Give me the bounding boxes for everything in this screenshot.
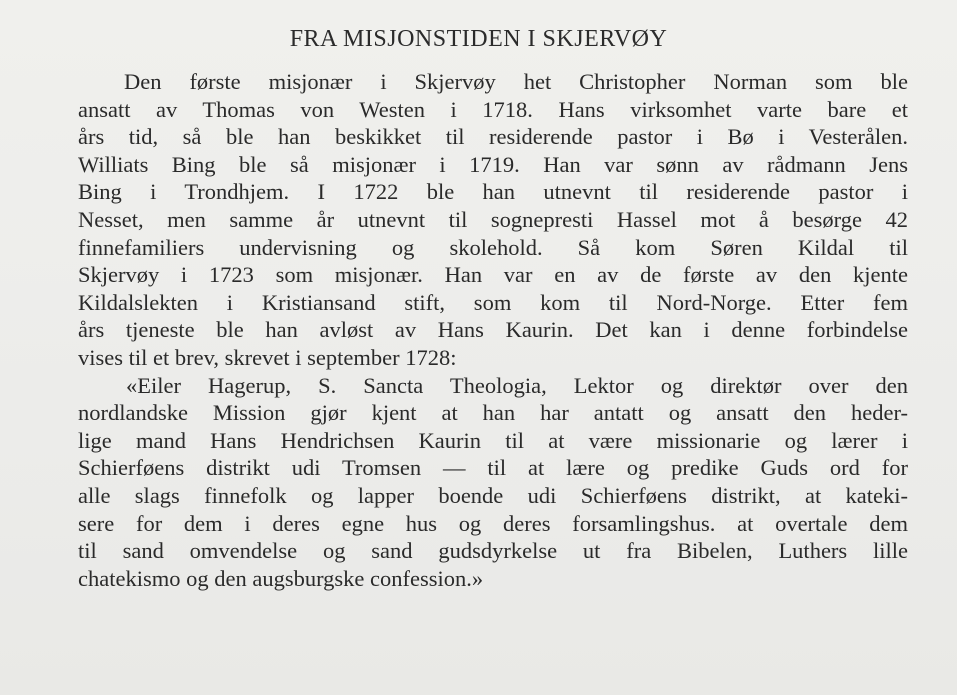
text-line: års tjeneste ble han avløst av Hans Kaurin. Det kan i denne forbindelse: [78, 317, 908, 343]
text-line: Bing i Trondhjem. I 1722 ble han utnevnt til residerende pastor i: [78, 179, 908, 205]
text-line: ansatt av Thomas von Westen i 1718. Hans virksomhet varte bare et: [78, 96, 908, 122]
text-line: års tid, så ble han beskikket til residerende pastor i Bø i Vesterålen.: [78, 124, 908, 150]
text-line: vises til et brev, skrevet i september 1728:: [78, 344, 457, 370]
text-line: «Eiler Hagerup, S. Sancta Theologia, Lektor og direktør over den: [126, 372, 908, 398]
text-line: til sand omvendelse og sand gudsdyrkelse ut fra Bibelen, Luthers lille: [78, 538, 908, 564]
text-line: Kildalslekten i Kristiansand stift, som kom til Nord-Norge. Etter fem: [78, 289, 908, 315]
text-line: finnefamiliers undervisning og skolehold. Så kom Søren Kildal til: [78, 234, 908, 260]
text-line: Nesset, men samme år utnevnt til sognepresti Hassel mot å besørge 42: [78, 206, 908, 232]
text-line: Schierføens distrikt udi Tromsen — til at lære og predike Guds ord for: [78, 455, 908, 481]
text-line: chatekismo og den augsburgske confession.»: [78, 565, 484, 591]
text-line: alle slags finnefolk og lapper boende udi Schierføens distrikt, at kateki-: [78, 482, 908, 508]
text-line: Williats Bing ble så misjonær i 1719. Han var sønn av rådmann Jens: [78, 151, 908, 177]
text-line: Skjervøy i 1723 som misjonær. Han var en av de første av den kjente: [78, 262, 908, 288]
page-title: FRA MISJONSTIDEN I SKJERVØY: [289, 26, 668, 52]
text-line: lige mand Hans Hendrichsen Kaurin til at være missionarie og lærer i: [78, 427, 908, 453]
body-text: [78, 68, 908, 592]
text-line: sere for dem i deres egne hus og deres forsamlingshus. at overtale dem: [78, 510, 908, 536]
text-line: Den første misjonær i Skjervøy het Christopher Norman som ble: [124, 69, 908, 94]
text-line: nordlandske Mission gjør kjent at han har antatt og ansatt den heder-: [78, 400, 908, 426]
